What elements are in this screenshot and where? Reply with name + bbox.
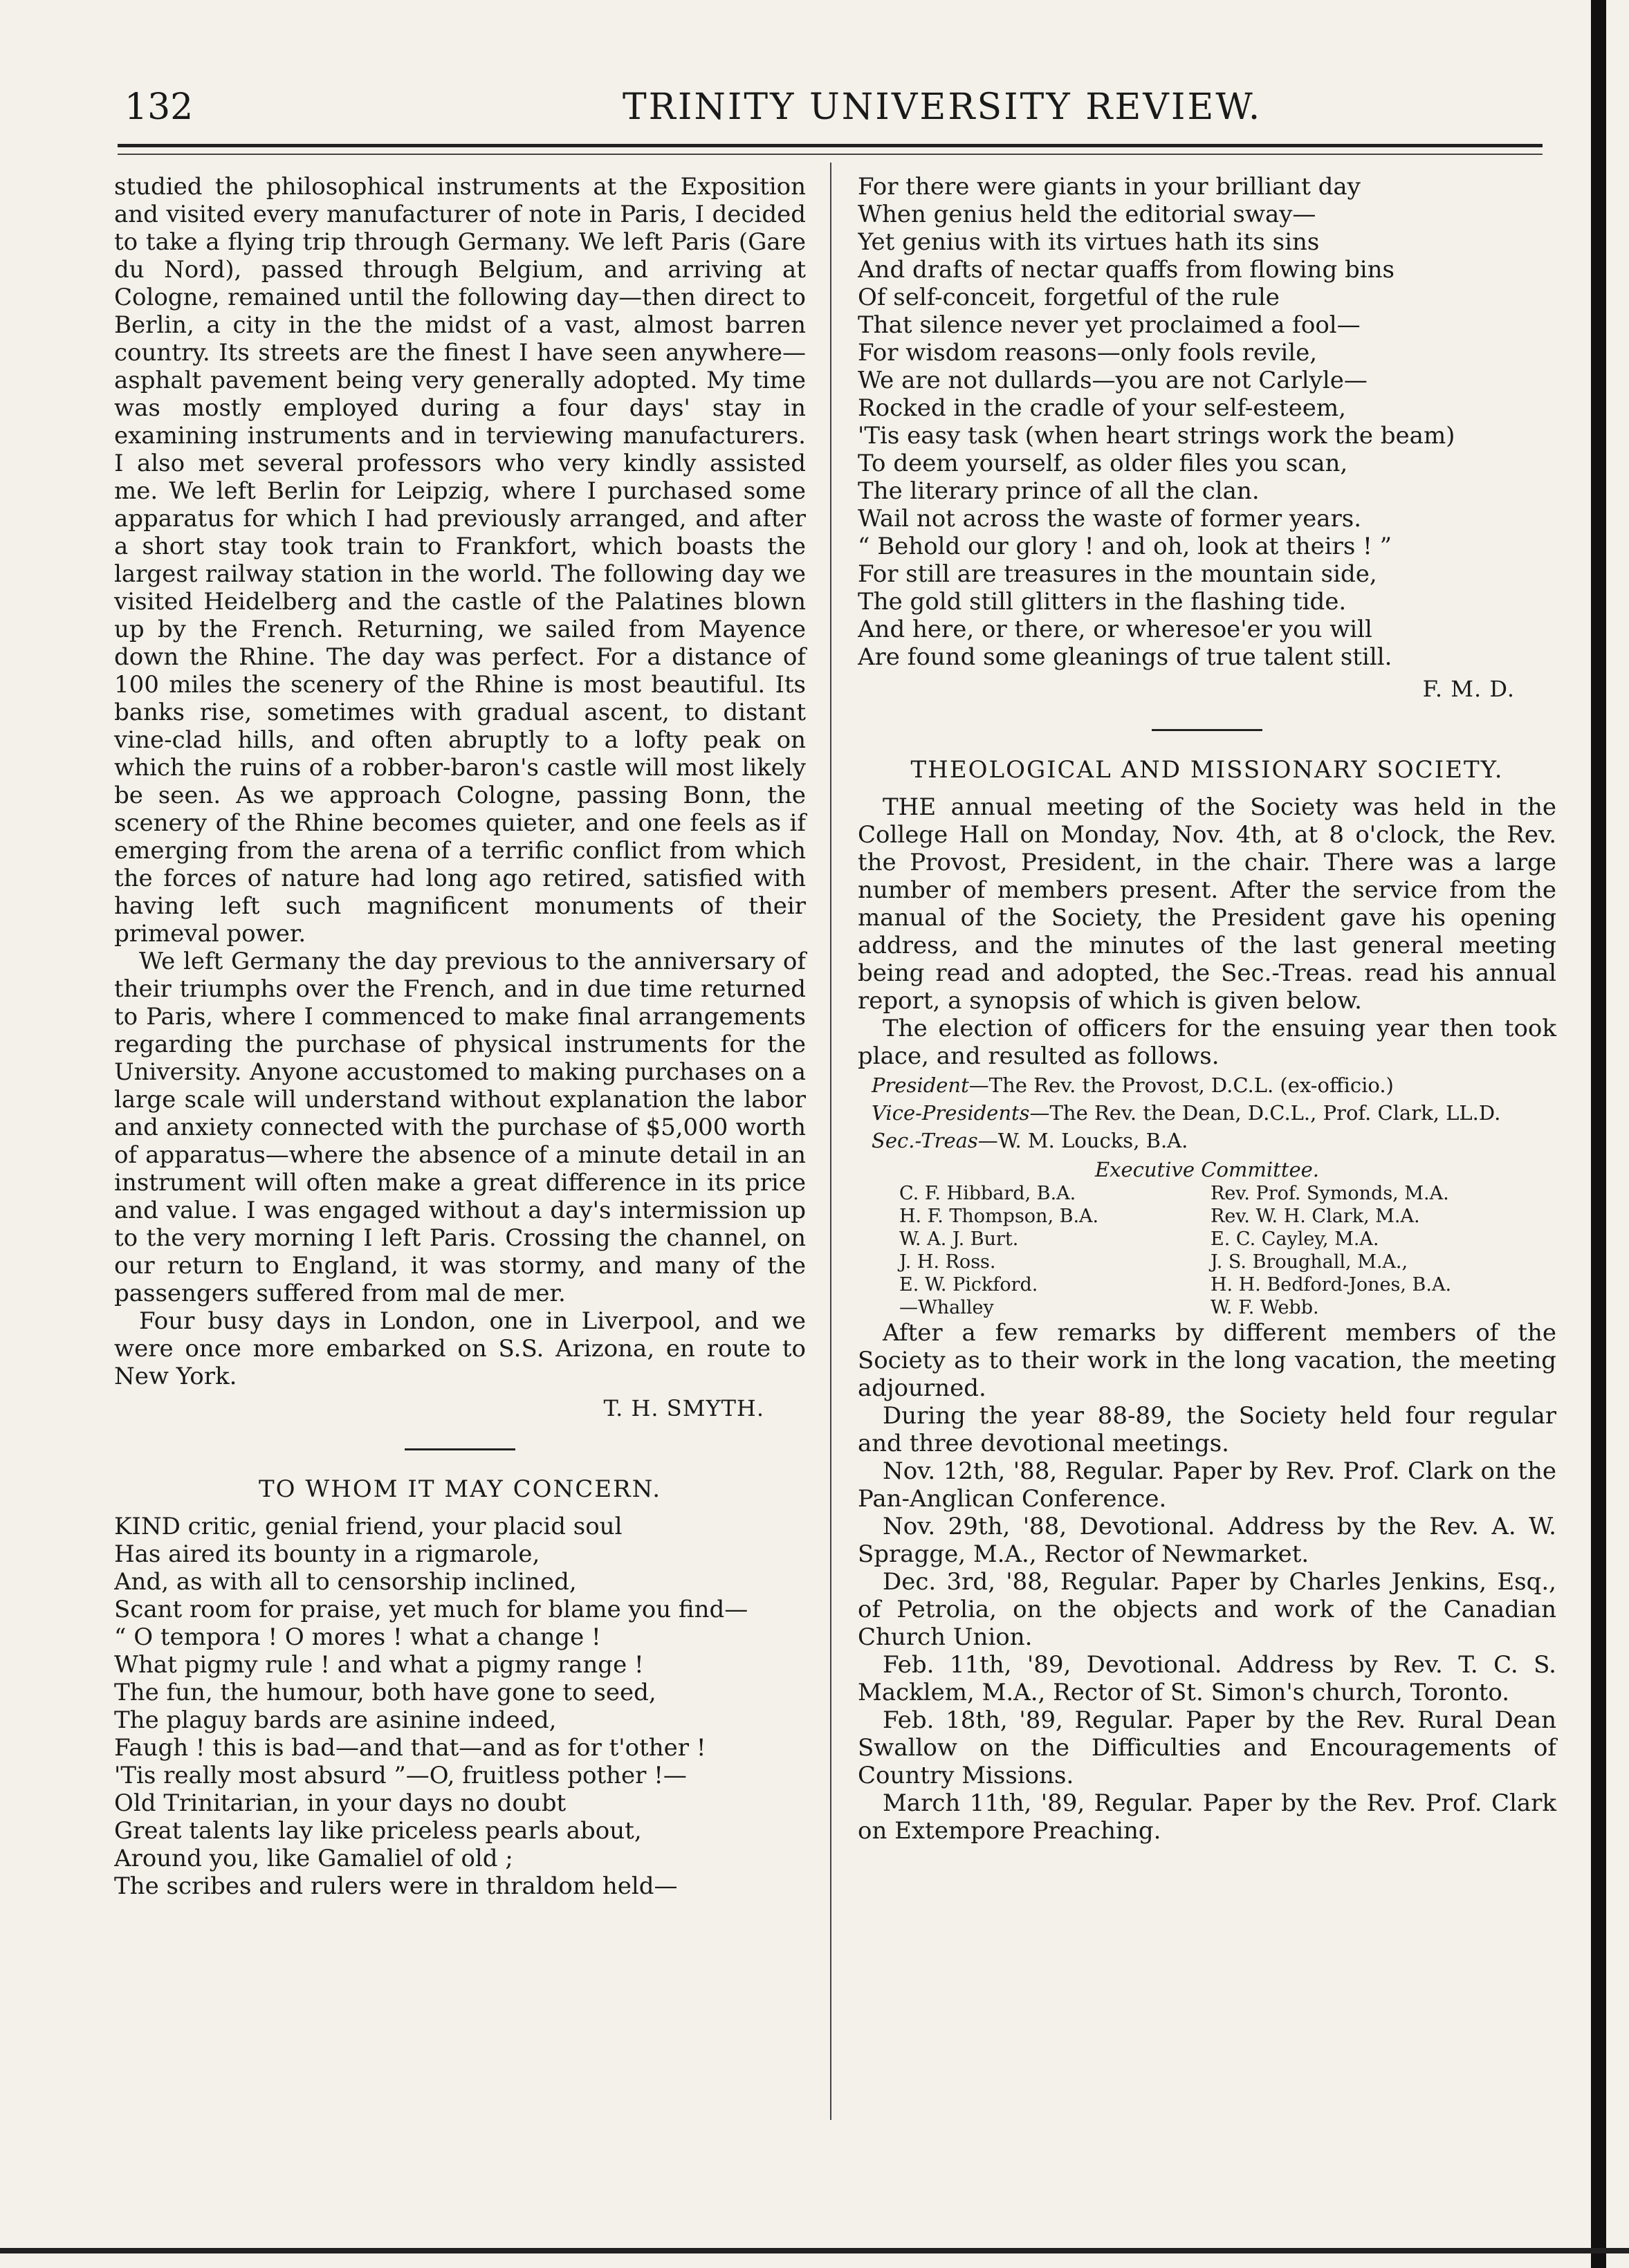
poem-line: Scant room for praise, yet much for blame you find—	[114, 1596, 748, 1623]
officer-name: —The Rev. the Provost, D.C.L. (ex-officio.)	[968, 1073, 1394, 1097]
poem-line: To deem yourself, as older files you scan,	[858, 450, 1348, 477]
meeting-paragraph: During the year 88-89, the Society held four regular and three devotional meetings.	[858, 1402, 1556, 1457]
society-title: THEOLOGICAL AND MISSIONARY SOCIETY.	[910, 756, 1504, 784]
society-intro: THE annual meeting of the Society was held in the College Hall on Monday, Nov. 4th, at 8 o'clock, the Rev. the Provost, President, in the chair. There was a large number of members present. After the service from the manual of the Society, the President gave his opening address, and the minutes of the last general meeting being read and adopted, the Sec.-Treas. read his annual report, a synopsis of which is given below.	[858, 793, 1556, 1015]
committee-member: C. F. Hibbard, B.A.	[899, 1183, 1076, 1204]
poem-line: For there were giants in your brilliant day	[858, 173, 1361, 201]
poem-line: Wail not across the waste of former years.	[858, 505, 1361, 533]
officer-president	[872, 1073, 1556, 1098]
page-edge-shadow	[1591, 0, 1606, 2268]
committee-member: Rev. Prof. Symonds, M.A.	[1211, 1183, 1449, 1204]
running-title: TRINITY UNIVERSITY REVIEW.	[623, 86, 1262, 128]
poem-line: Old Trinitarian, in your days no doubt	[114, 1789, 567, 1817]
poem-line: For wisdom reasons—only fools revile,	[858, 339, 1318, 367]
poem-line: What pigmy rule ! and what a pigmy range !	[114, 1651, 644, 1679]
page-header	[97, 83, 1549, 138]
committee-list	[899, 1182, 1556, 1319]
committee-member: H. F. Thompson, B.A.	[899, 1206, 1099, 1227]
article-paragraph: Four busy days in London, one in Liverpool, and we were once more embarked on S.S. Arizona, en route to New York.	[114, 1307, 806, 1390]
meeting-entry: March 11th, '89, Regular. Paper by the Rev. Prof. Clark on Extempore Preaching.	[858, 1789, 1556, 1845]
header-rule-thin	[118, 154, 1543, 155]
poem-signature: F. M. D.	[1422, 676, 1515, 702]
meeting-paragraph: After a few remarks by different members of the Society as to their work in the long vacation, the meeting adjourned.	[858, 1319, 1556, 1402]
article-paragraph: studied the philosophical instruments at the Exposition and visited every manufacturer of note in Paris, I decided to take a flying trip through Germany. We left Paris (Gare du Nord), passed through Belgium, and arriving at Cologne, remained until the following day—then direct to Berlin, a city in the the midst of a vast, almost barren country. Its streets are the finest I have seen anywhere—asphalt pavement being very generally adopted. My time was mostly employed during a four days' stay in examining instruments and in terviewing manufacturers. I also met several professors who very kindly assisted me. We left Berlin for Leipzig, where I purchased some apparatus for which I had previously arranged, and after a short stay took train to Frankfort, which boasts the largest railway station in the world. The following day we visited Heidelberg and the castle of the Palatines blown up by the French. Returning, we sailed from Mayence down the Rhine. The day was perfect. For a distance of 100 miles the scenery of the Rhine is most beautiful. Its banks rise, sometimes with gradual ascent, to distant vine-clad hills, and often abruptly to a lofty peak on which the ruins of a robber-baron's castle will most likely be seen. As we approach Cologne, passing Bonn, the scenery of the Rhine becomes quieter, and one feels as if emerging from the arena of a terrific conflict from which the forces of nature had long ago retired, satisfied with having left such magnificent monuments of their primeval power.	[114, 173, 806, 948]
meeting-entry: Dec. 3rd, '88, Regular. Paper by Charles Jenkins, Esq., of Petrolia, on the objects and work of the Canadian Church Union.	[858, 1568, 1556, 1651]
poem-line: The literary prince of all the clan.	[858, 477, 1260, 505]
election-text: The election of officers for the ensuing year then took place, and resulted as follows.	[858, 1015, 1556, 1070]
poem-line: The plaguy bards are asinine indeed,	[114, 1706, 557, 1734]
section-divider	[1152, 729, 1262, 731]
committee-column	[1211, 1182, 1536, 1319]
committee-member: W. A. J. Burt.	[899, 1228, 1019, 1250]
article-paragraph: We left Germany the day previous to the anniversary of their triumphs over the French, and in due time returned to Paris, where I commenced to make final arrangements regarding the purchase of physical instruments for the University. Anyone accustomed to making purchases on a large scale will understand without explanation the labor and anxiety connected with the purchase of $5,000 worth of apparatus—where the absence of a minute detail in an instrument will often make a great difference in its price and value. I was engaged without a day's intermission up to the very morning I left Paris. Crossing the channel, on our return to England, it was stormy, and many of the passengers suffered from mal de mer.	[114, 948, 806, 1307]
poem-line: The fun, the humour, both have gone to seed,	[114, 1679, 656, 1706]
poem-line: “ Behold our glory ! and oh, look at theirs ! ”	[858, 533, 1392, 560]
left-column	[114, 173, 806, 1900]
poem-line: We are not dullards—you are not Carlyle—	[858, 367, 1368, 394]
poem-line: Are found some gleanings of true talent still.	[858, 643, 1392, 671]
poem-continuation	[858, 173, 1556, 671]
poem-line: The gold still glitters in the flashing tide.	[858, 588, 1347, 616]
poem-line: 'Tis easy task (when heart strings work the beam)	[858, 422, 1455, 450]
officer-vice-presidents	[872, 1100, 1556, 1125]
poem-line: That silence never yet proclaimed a fool—	[858, 311, 1361, 339]
poem-line: Great talents lay like priceless pearls about,	[114, 1817, 642, 1845]
poem-stanza	[114, 1513, 806, 1900]
header-rule	[118, 144, 1543, 147]
poem-line: Rocked in the cradle of your self-esteem,	[858, 394, 1346, 422]
committee-title: Executive Committee.	[1094, 1158, 1320, 1181]
officer-label: President	[872, 1073, 969, 1097]
poem-line: When genius held the editorial sway—	[858, 201, 1316, 228]
poem-line: Has aired its bounty in a rigmarole,	[114, 1540, 540, 1568]
committee-member: E. C. Cayley, M.A.	[1211, 1228, 1379, 1250]
poem-line: Faugh ! this is bad—and that—and as for t'other !	[114, 1734, 706, 1762]
article-signature: T. H. SMYTH.	[603, 1395, 764, 1421]
page-number: 132	[125, 86, 194, 128]
committee-column	[899, 1182, 1211, 1319]
poem-line: And here, or there, or wheresoe'er you will	[858, 616, 1372, 643]
committee-member: E. W. Pickford.	[899, 1274, 1038, 1296]
committee-member: —Whalley	[899, 1297, 994, 1318]
committee-member: Rev. W. H. Clark, M.A.	[1211, 1206, 1420, 1227]
meeting-entry: Nov. 29th, '88, Devotional. Address by the Rev. A. W. Spragge, M.A., Rector of Newmarket.	[858, 1513, 1556, 1568]
officer-name: —The Rev. the Dean, D.C.L., Prof. Clark, LL.D.	[1029, 1101, 1501, 1125]
committee-member: W. F. Webb.	[1211, 1297, 1319, 1318]
poem-line: For still are treasures in the mountain side,	[858, 560, 1377, 588]
meeting-entry: Feb. 18th, '89, Regular. Paper by the Rev. Rural Dean Swallow on the Difficulties and Encouragements of Country Missions.	[858, 1706, 1556, 1789]
committee-member: H. H. Bedford-Jones, B.A.	[1211, 1274, 1452, 1296]
poem-line: And drafts of nectar quaffs from flowing bins	[858, 256, 1395, 284]
right-column	[858, 173, 1556, 1845]
committee-member: J. S. Broughall, M.A.,	[1211, 1251, 1408, 1273]
poem-line: Around you, like Gamaliel of old ;	[114, 1845, 513, 1872]
page-bottom-edge	[0, 2248, 1629, 2253]
poem-title: TO WHOM IT MAY CONCERN.	[258, 1475, 662, 1503]
poem-line: KIND critic, genial friend, your placid soul	[114, 1513, 623, 1540]
poem-line: 'Tis really most absurd ”—O, fruitless pother !—	[114, 1762, 687, 1789]
poem-line: Of self-conceit, forgetful of the rule	[858, 284, 1280, 311]
poem-line: And, as with all to censorship inclined,	[114, 1568, 577, 1596]
column-divider	[830, 163, 831, 2120]
committee-member: J. H. Ross.	[899, 1251, 996, 1273]
officer-label: Vice-Presidents	[872, 1101, 1030, 1125]
poem-line: “ O tempora ! O mores ! what a change !	[114, 1623, 601, 1651]
poem-line: Yet genius with its virtues hath its sins	[858, 228, 1320, 256]
meeting-entry: Feb. 11th, '89, Devotional. Address by Rev. T. C. S. Macklem, M.A., Rector of St. Simon's church, Toronto.	[858, 1651, 1556, 1706]
meeting-entry: Nov. 12th, '88, Regular. Paper by Rev. Prof. Clark on the Pan-Anglican Conference.	[858, 1457, 1556, 1513]
officer-sec-treas	[872, 1128, 1556, 1153]
poem-line: The scribes and rulers were in thraldom held—	[114, 1872, 678, 1900]
officer-name: —W. M. Loucks, B.A.	[977, 1129, 1188, 1152]
officer-label: Sec.-Treas	[872, 1129, 978, 1152]
section-divider	[405, 1448, 515, 1450]
